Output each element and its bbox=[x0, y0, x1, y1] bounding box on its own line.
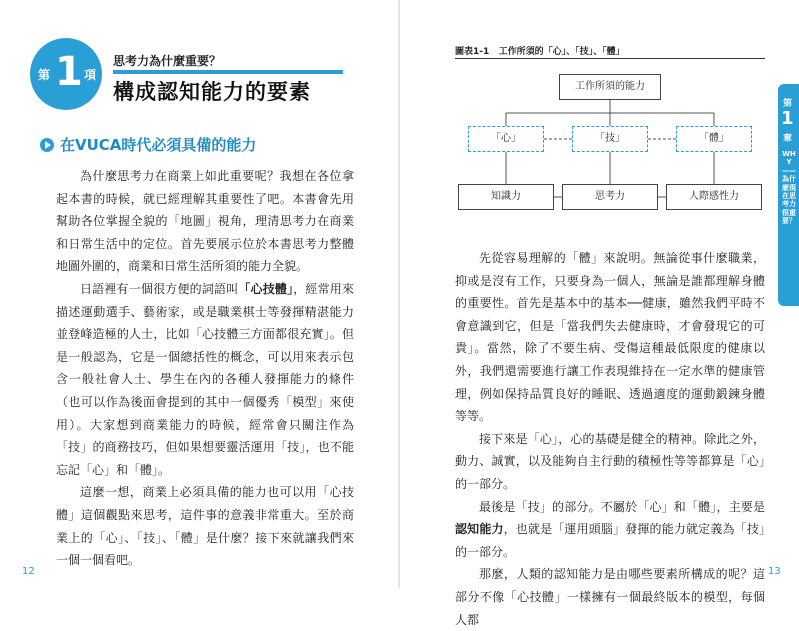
diagram-root-node: 工作所須的能力 bbox=[559, 74, 661, 100]
figure-caption bbox=[455, 44, 625, 57]
text-run: 日語裡有一個很方便的詞語叫 bbox=[80, 281, 239, 296]
book-spine bbox=[398, 0, 400, 588]
figure-title: 工作所須的「心」、「技」、「體」 bbox=[498, 47, 625, 57]
text-run: 最後是「技」的部分。不屬於「心」和「體」，主要是 bbox=[479, 499, 765, 514]
figure-label: 圖表1-1 bbox=[455, 47, 490, 57]
section-question: 思考力為什麼重要？ bbox=[113, 54, 222, 68]
paragraph: 這麼一想，商業上必須具備的能力也可以用「心技體」這個觀點來思考，這件事的意義非常重大。至於商業上的「心」、「技」、「體」是什麼？接下來就讓我們來一個一個看吧。 bbox=[56, 485, 354, 568]
diagram-node-knowledge: 知識力 bbox=[458, 184, 554, 210]
tab-chapter-number: 1 bbox=[781, 108, 794, 129]
badge-suffix: 項 bbox=[84, 68, 97, 82]
diagram-node-interpersonal: 人際感性力 bbox=[666, 184, 762, 210]
paragraph bbox=[56, 278, 354, 481]
left-body-text bbox=[56, 165, 354, 572]
tab-suffix: 章 bbox=[783, 134, 793, 144]
title-rule bbox=[113, 70, 343, 74]
paragraph: 接下來是「心」，心的基礎是健全的精神。除此之外，動力、誠實，以及能夠自主行動的積極性等等都算是「心」的一部分。 bbox=[455, 431, 765, 491]
caption-rule bbox=[455, 58, 765, 59]
tab-prefix: 第 bbox=[783, 99, 793, 109]
diagram-node-body: 「體」 bbox=[676, 126, 752, 152]
tab-chapter-title: WHY——為什麼現在思考力很重要？ bbox=[782, 150, 796, 226]
paragraph: 那麼，人類的認知能力是由哪些要素所構成的呢？這部分不像「心技體」一樣擁有一個最終版本的模型，每個人都 bbox=[455, 567, 765, 627]
text-run: ，也就是「運用頭腦」發揮的能力就定義為「技」的一部分。 bbox=[455, 522, 765, 559]
badge-number: 1 bbox=[55, 49, 83, 95]
paragraph: 為什麼思考力在商業上如此重要呢？我想在各位拿起本書的時候，就已經理解其重要性了吧。本書會先用幫助各位掌握全貌的「地圖」視角，理清思考力在商業和日常生活中的定位。首先要展示位於本書思考力整體地圖外圍的，商業和日常生活所須的能力全貌。 bbox=[56, 169, 354, 274]
diagram-node-skill: 「技」 bbox=[572, 126, 648, 152]
text-run: ，經常用來描述運動選手、藝術家，或是職業棋士等發揮精湛能力並登峰造極的人士，比如「心技體三方面都很充實」。但是一般認為，它是一個總括性的概念，可以用來表示包含一般社會人士、學生在內的各種人發揮能力的條件（也可以作為後面會提到的其中一個優秀「模型」來使用）。大家想到商業能力的時候，經常會只關注作為「技」的商務技巧，但如果想要靈活運用「技」，也不能忘記「心」和「體」。 bbox=[56, 281, 354, 477]
bold-term: 「心技體」 bbox=[238, 281, 294, 296]
paragraph bbox=[455, 496, 765, 564]
badge-prefix: 第 bbox=[38, 68, 51, 82]
page-number-right: 13 bbox=[768, 566, 781, 577]
right-body-text bbox=[455, 247, 765, 631]
page-title: 構成認知能力的要素 bbox=[113, 80, 311, 104]
bold-term: 認知能力 bbox=[455, 522, 504, 537]
paragraph: 先從容易理解的「體」來說明。無論從事什麼職業，抑或是沒有工作，只要身為一個人，無論是誰都理解身體的重要性。首先是基本中的基本──健康，雖然我們平時不會意識到它，但是「當我們失去健康時，才會發現它的可貴」。當然，除了不要生病、受傷這種最低限度的健康以外，我們還需要進行讓工作表現維持在一定水準的健康管理，例如保持品質良好的睡眠、透過適度的運動鍛鍊身體等等。 bbox=[455, 251, 765, 424]
diagram-node-thinking: 思考力 bbox=[562, 184, 658, 210]
play-circle-icon bbox=[40, 138, 54, 152]
page-number-left: 12 bbox=[22, 566, 35, 577]
section-heading: 在VUCA時代必須具備的能力 bbox=[60, 136, 257, 154]
diagram-node-heart: 「心」 bbox=[468, 126, 544, 152]
